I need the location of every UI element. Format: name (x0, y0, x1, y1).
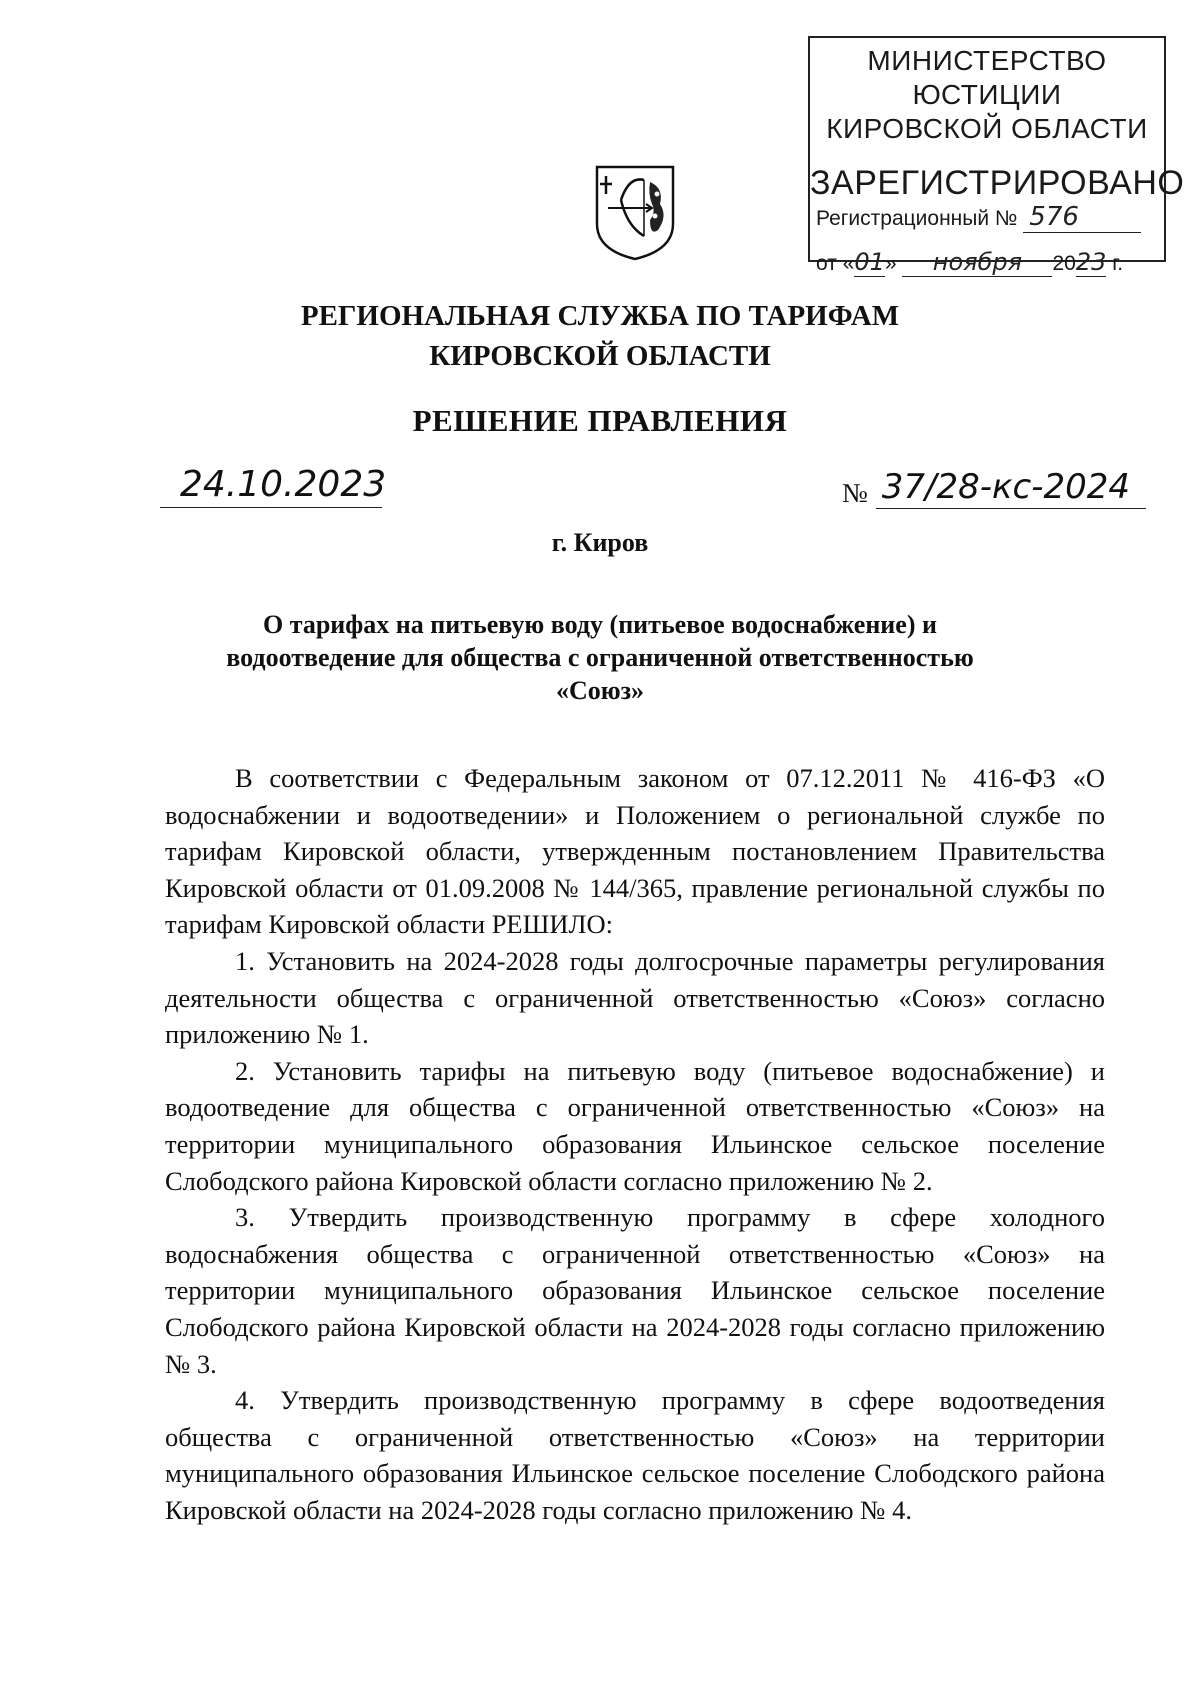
stamp-date-open-quote: « (842, 252, 855, 275)
stamp-date-day: 01 (854, 248, 885, 276)
stamp-date-close-quote: » (884, 252, 897, 275)
stamp-region-line: КИРОВСКОЙ ОБЛАСТИ (826, 113, 1148, 144)
stamp-registered-label: ЗАРЕГИСТРИРОВАНО (810, 164, 1185, 202)
decision-number: 37/28-кс-2024 (876, 466, 1146, 509)
stamp-reg-number-value: 576 (1029, 202, 1079, 232)
city: г. Киров (551, 528, 649, 557)
number-sign: № (842, 478, 868, 508)
stamp-date-row (816, 248, 1123, 277)
stamp-date-prefix: от (816, 252, 837, 275)
decision-date: 24.10.2023 (160, 463, 382, 508)
item-paragraph-2: 2. Установить тарифы на питьевую воду (питьевое водоснабжение) и водоотведение для общества с ограниченной ответственностью «Союз» на территории муниципального образования Ильинское сельское поселение Слободского района Кировской области согласно приложению № 2. (165, 1055, 1105, 1196)
stamp-reg-number-label: Регистрационный № (816, 207, 1018, 230)
registration-stamp (808, 36, 1185, 276)
org-title-line1: РЕГИОНАЛЬНАЯ СЛУЖБА ПО ТАРИФАМ (300, 300, 900, 332)
decision-number-row (842, 466, 1146, 509)
coat-of-arms-icon (594, 164, 676, 262)
decision-subject (150, 608, 1050, 707)
subject-line1: О тарифах на питьевую воду (питьевое водоснабжение) и (263, 610, 937, 639)
subject-line3: «Союз» (555, 676, 645, 705)
stamp-ministry-line: МИНИСТЕРСТВО ЮСТИЦИИ (867, 45, 1107, 110)
stamp-reg-number-row (816, 202, 1141, 233)
item-paragraph-4: 4. Утвердить производственную программу в сфере водоотведения общества с ограниченной ответственностью «Союз» на территории муниципального образования Ильинское сельское поселение Слободского района Кировской области на 2024-2028 годы согласно приложению № 4. (165, 1385, 1105, 1525)
decision-title: РЕШЕНИЕ ПРАВЛЕНИЯ (412, 403, 788, 438)
item-paragraph-1: 1. Установить на 2024-2028 годы долгосрочные параметры регулирования деятельности общества с ограниченной ответственностью «Союз» согласно приложению № 1. (165, 945, 1105, 1050)
decision-body (165, 760, 1105, 1528)
subject-line2: водоотведение для общества с ограниченной ответственностью (226, 643, 974, 672)
stamp-date-month: ноября (932, 248, 1023, 276)
stamp-date-suffix: г. (1112, 252, 1124, 275)
stamp-date-year-prefix: 20 (1052, 252, 1076, 275)
org-title-line2: КИРОВСКОЙ ОБЛАСТИ (429, 340, 771, 372)
preamble-paragraph: В соответствии с Федеральным законом от 07.12.2011 № 416-ФЗ «О водоснабжении и водоотведении» и Положением о региональной службе по тарифам Кировской области, утвержденным постановлением Правительства Кировской области от 01.09.2008 № 144/365, правление региональной службы по тарифам Кировской области РЕШИЛО: (165, 763, 1105, 940)
item-paragraph-3: 3. Утвердить производственную программу в сфере холодного водоснабжения общества с ограниченной ответственностью «Союз» на территории муниципального образования Ильинское сельское поселение Слободского района Кировской области на 2024-2028 годы согласно приложению № 3. (165, 1202, 1105, 1379)
stamp-date-year-suffix: 23 (1075, 248, 1107, 276)
